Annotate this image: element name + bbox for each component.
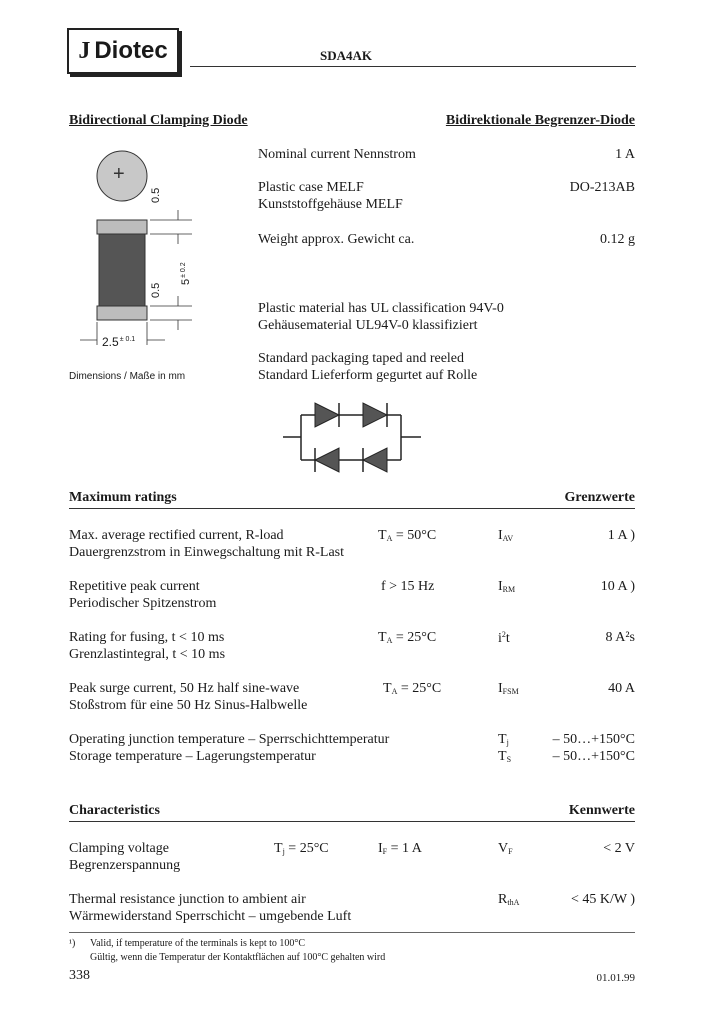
char-clamping-cond-current: $I_F = 1$ A — [378, 841, 422, 856]
bottom-terminal — [97, 306, 147, 320]
rating-peak-current-en: Repetitive peak current — [69, 579, 200, 594]
char-clamping-value: < 2 V — [603, 841, 635, 856]
title-german: Bidirektionale Begrenzer-Diode — [445, 113, 635, 128]
rating-avg-current-de: Dauergrenzstrom in Einwegschaltung mit R-Last — [69, 545, 345, 560]
rating-fusing-de: Grenzlastintegral, t < 10 ms — [69, 647, 226, 662]
rating-junction-temp-symbol: $T_j$ — [498, 732, 509, 747]
bidirectional-diode-symbol — [283, 395, 423, 475]
dimensions-caption: Dimensions / Maße in mm — [69, 371, 186, 382]
rating-surge-value: 40 A — [608, 681, 635, 696]
max-ratings-rule — [69, 508, 635, 509]
rating-storage-temp-symbol: $T_S$ — [498, 749, 512, 764]
footnote-de: Gültig, wenn die Temperatur der Kontaktflächen auf 100°C gehalten wird — [90, 952, 386, 963]
dim-length: $5^{\pm 0.2}$ — [180, 262, 192, 285]
dim-top: 0.5 — [150, 187, 162, 203]
rating-storage-temp: Storage temperature – Lagerungstemperatur — [69, 749, 316, 764]
part-number: SDA4AK — [320, 48, 373, 63]
spec-case-value: DO-213AB — [569, 180, 635, 195]
characteristics-rule — [69, 821, 635, 822]
rating-surge-en: Peak surge current, 50 Hz half sine-wave — [69, 681, 300, 696]
rating-peak-current-cond: f > 15 Hz — [381, 579, 435, 594]
dim-diameter: $2.5^{\pm 0.1}$ — [102, 335, 136, 349]
rating-junction-temp: Operating junction temperature – Sperrschichttemperatur — [69, 732, 390, 747]
diode-body — [99, 234, 145, 306]
footnote-rule — [69, 932, 635, 933]
rating-avg-current-value: 1 A ) — [607, 528, 635, 543]
note-ul-de: Gehäusematerial UL94V-0 klassifiziert — [258, 318, 478, 333]
dim-bottom: 0.5 — [150, 282, 162, 298]
spec-nominal-current-value: 1 A — [615, 147, 635, 162]
rating-avg-current-en: Max. average rectified current, R-load — [69, 528, 284, 543]
diotec-logo — [67, 28, 179, 74]
rating-fusing-value: 8 A²s — [605, 630, 635, 645]
rating-fusing-en: Rating for fusing, t < 10 ms — [69, 630, 225, 645]
top-terminal — [97, 220, 147, 234]
footnote-mark: ¹) — [69, 938, 76, 949]
rating-peak-current-de: Periodischer Spitzenstrom — [69, 596, 217, 611]
note-ul-en: Plastic material has UL classification 94V-0 — [258, 301, 504, 316]
rating-fusing-symbol: $i^2t$ — [498, 630, 510, 646]
footnote-en: Valid, if temperature of the terminals is kept to 100°C — [90, 938, 306, 949]
note-pack-en: Standard packaging taped and reeled — [258, 351, 465, 366]
characteristics-title: Characteristics — [69, 803, 160, 818]
note-pack-de: Standard Lieferform gegurtet auf Rolle — [258, 368, 478, 383]
char-clamping-de: Begrenzerspannung — [69, 858, 181, 873]
char-clamping-en: Clamping voltage — [69, 841, 169, 856]
plus-icon: + — [113, 163, 125, 185]
rating-surge-de: Stoßstrom für eine 50 Hz Sinus-Halbwelle — [69, 698, 308, 713]
rating-peak-current-value: 10 A ) — [600, 579, 635, 594]
char-thermal-de: Wärmewiderstand Sperrschicht – umgebende Luft — [69, 909, 352, 924]
spec-weight-value: 0.12 g — [600, 232, 635, 247]
char-thermal-symbol: $R_{thA}$ — [498, 892, 520, 907]
char-thermal-value: < 45 K/W ) — [570, 892, 635, 907]
date-code: 01.01.99 — [596, 972, 635, 984]
spec-case-label-de: Kunststoffgehäuse MELF — [258, 197, 403, 212]
package-drawing — [70, 140, 200, 350]
max-ratings-title-de: Grenzwerte — [564, 490, 635, 505]
rating-surge-cond: $T_A = 25^\circ C$ — [383, 681, 442, 696]
rating-avg-current-cond: $T_A = 50^\circ C$ — [378, 528, 437, 543]
spec-case-label: Plastic case MELF — [258, 180, 364, 195]
rating-storage-temp-value: – 50…+150°C — [552, 749, 635, 764]
rating-junction-temp-value: – 50…+150°C — [552, 732, 635, 747]
page-number: 338 — [69, 968, 90, 983]
logo-mark-icon: J — [78, 38, 91, 64]
logo-text: Diotec — [94, 37, 168, 64]
title-english: Bidirectional Clamping Diode — [69, 113, 248, 128]
char-clamping-symbol: $V_F$ — [498, 841, 513, 856]
rating-surge-symbol: $I_{FSM}$ — [498, 681, 519, 696]
characteristics-title-de: Kennwerte — [568, 803, 635, 818]
rating-fusing-cond: $T_A = 25^\circ C$ — [378, 630, 437, 645]
rating-avg-current-symbol: $I_{AV}$ — [498, 528, 514, 543]
header-rule — [190, 66, 636, 67]
char-clamping-cond-temp: $T_j = 25^\circ C$ — [274, 841, 329, 856]
spec-nominal-current-label: Nominal current Nennstrom — [258, 147, 416, 162]
rating-peak-current-symbol: $I_{RM}$ — [498, 579, 516, 594]
char-thermal-en: Thermal resistance junction to ambient air — [69, 892, 306, 907]
max-ratings-title: Maximum ratings — [69, 490, 177, 505]
spec-weight-label: Weight approx. Gewicht ca. — [258, 232, 415, 247]
